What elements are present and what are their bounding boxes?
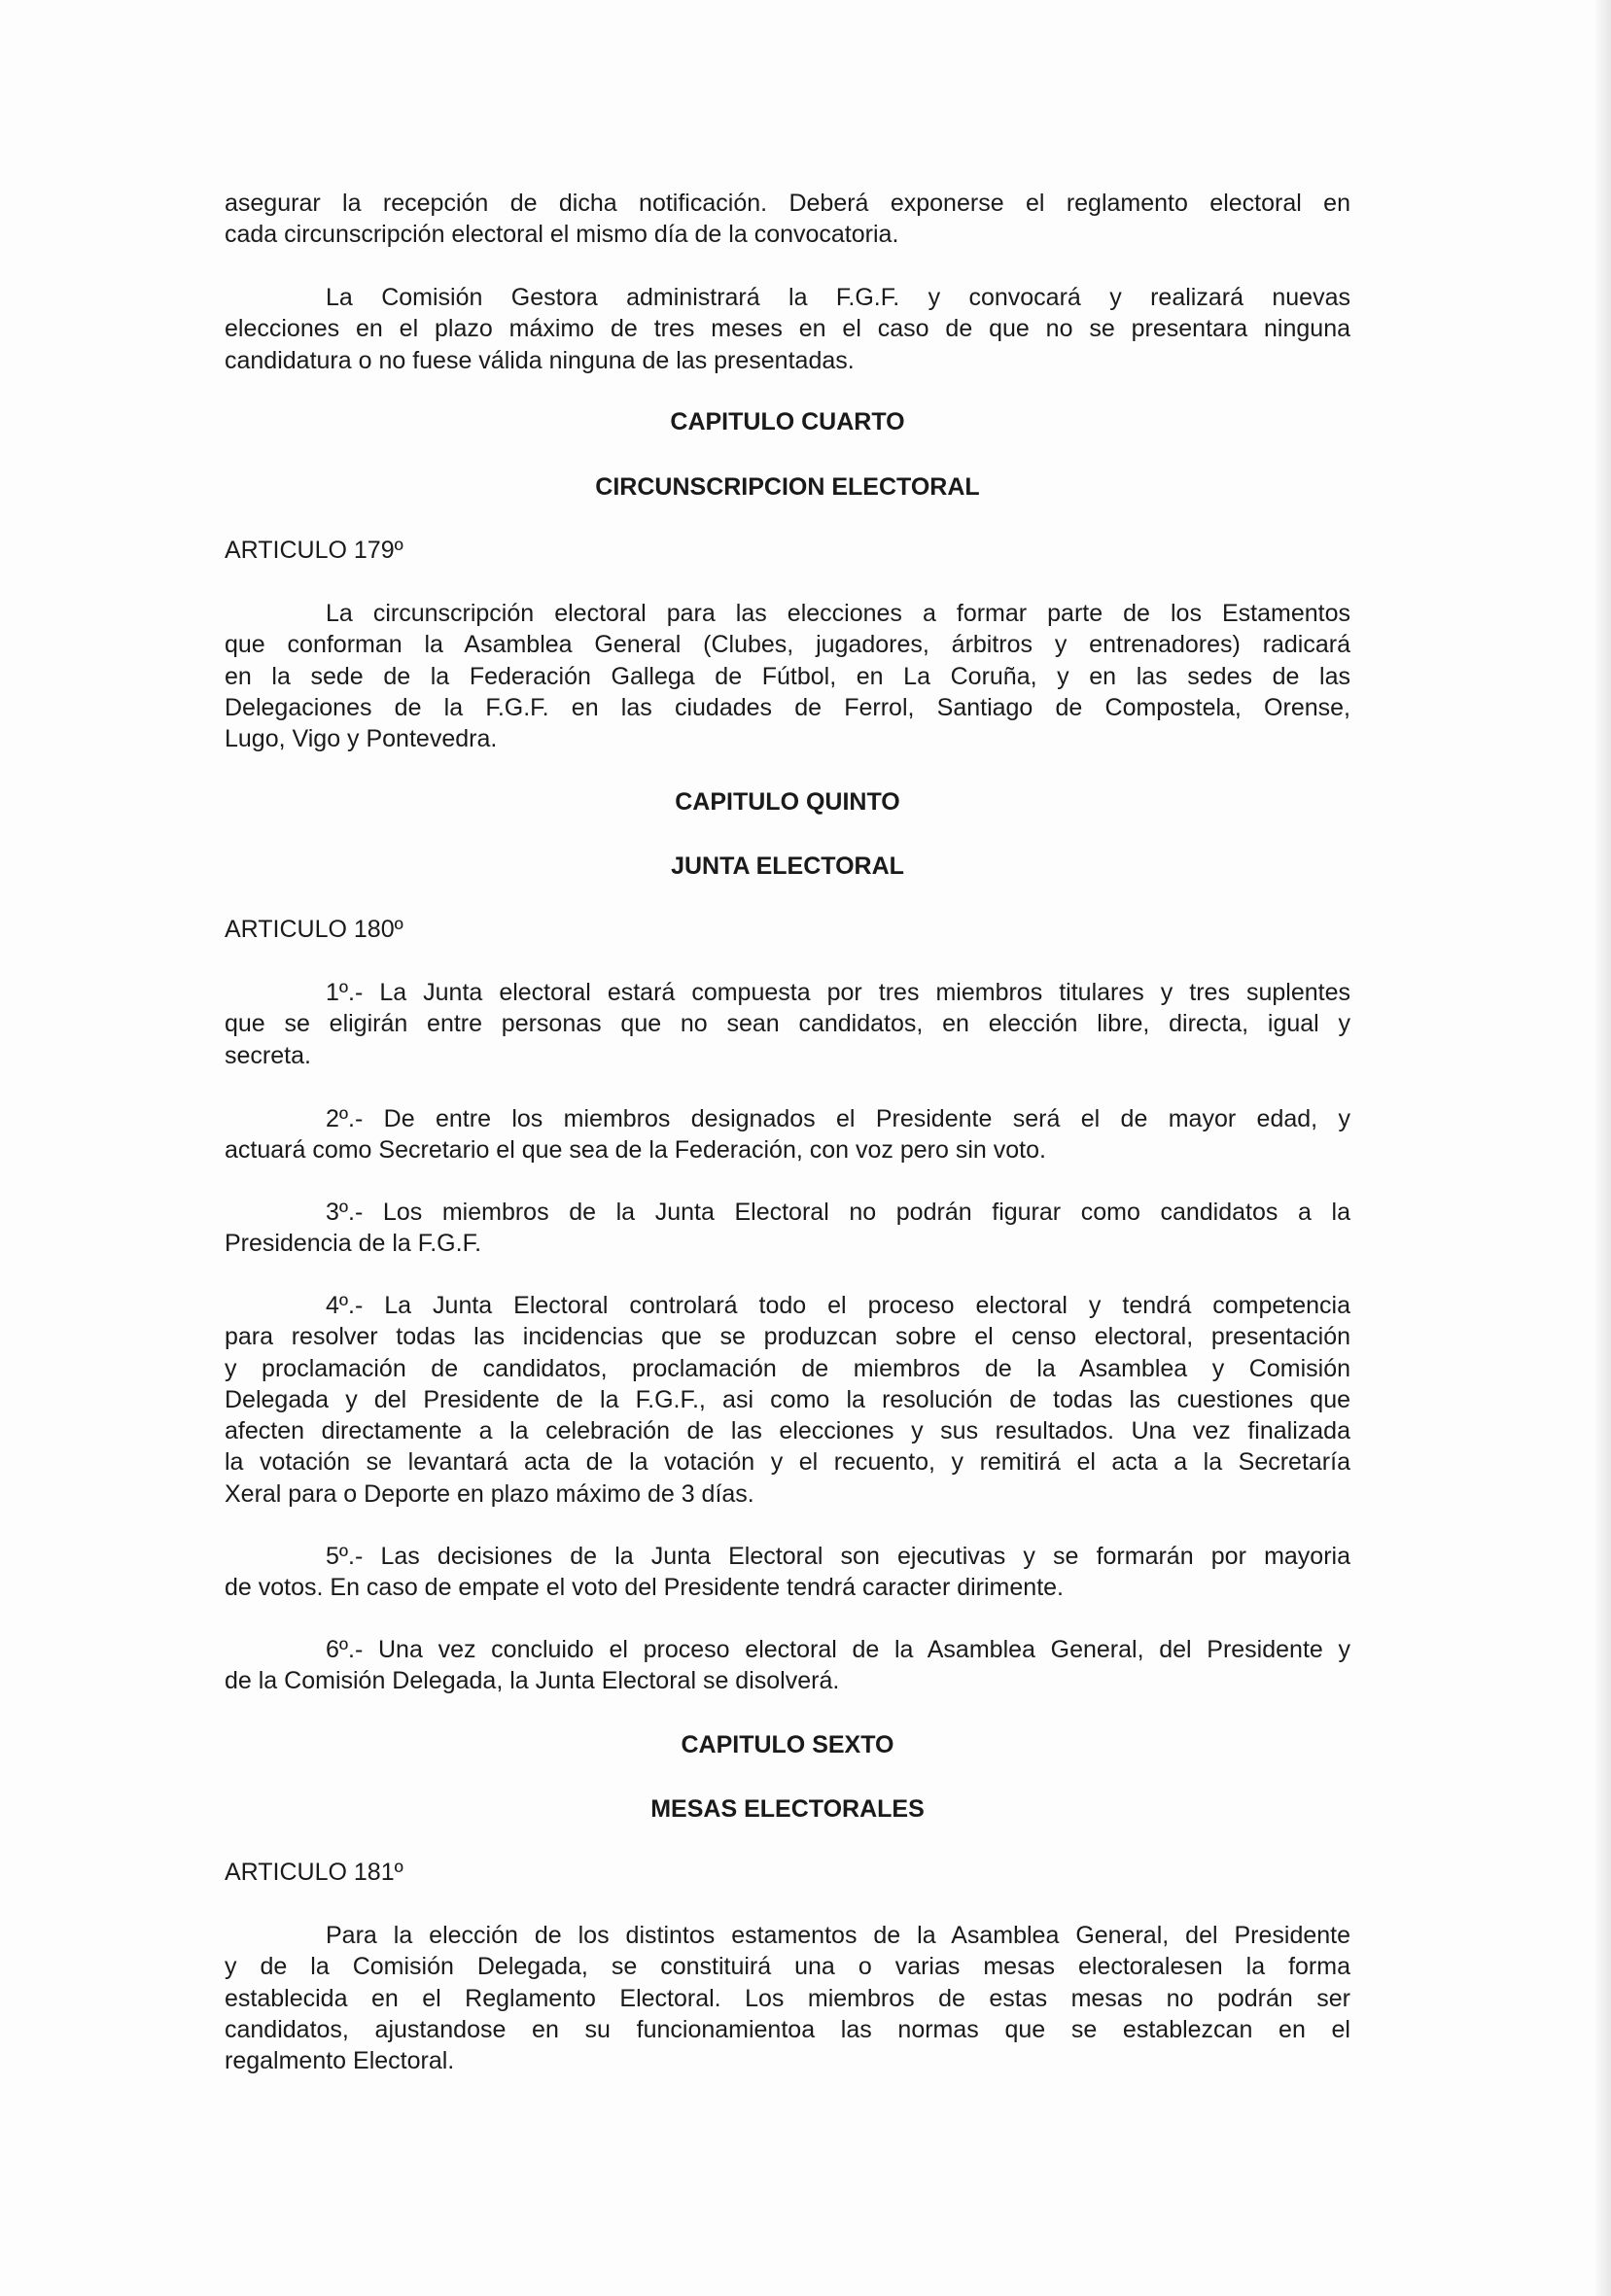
text-line: 5º.- Las decisiones de la Junta Electoral son ejecutivas y se formarán por mayoria: [326, 1543, 1350, 1570]
chapter-title: CAPITULO SEXTO: [681, 1731, 894, 1758]
text-line: actuará como Secretario el que sea de la Federación, con voz pero sin voto.: [225, 1136, 1046, 1165]
chapter-subtitle: JUNTA ELECTORAL: [671, 852, 904, 880]
text-line: que conforman la Asamblea General (Clubes, jugadores, árbitros y entrenadores) radicará: [225, 631, 1350, 659]
article-180-section-5: [225, 1541, 1350, 1604]
text-line: asegurar la recepción de dicha notificación. Deberá exponerse el reglamento electoral en: [225, 190, 1350, 217]
text-line: 4º.- La Junta Electoral controlará todo el proceso electoral y tendrá competencia: [326, 1292, 1350, 1319]
text-line: Delegada y del Presidente de la F.G.F., asi como la resolución de todas las cuestiones que: [225, 1385, 1350, 1413]
scan-edge-shadow: [1593, 0, 1611, 2296]
chapter-title: CAPITULO QUINTO: [675, 788, 900, 816]
article-heading: ARTICULO 179º: [225, 537, 403, 564]
text-line: regalmento Electoral.: [225, 2047, 455, 2075]
article-heading: ARTICULO 181º: [225, 1859, 403, 1886]
text-line: 1º.- La Junta electoral estará compuesta por tres miembros titulares y tres suplentes: [326, 979, 1350, 1006]
text-line: Presidencia de la F.G.F.: [225, 1230, 482, 1258]
text-line: Delegaciones de la F.G.F. en las ciudades de Ferrol, Santiago de Compostela, Orense,: [225, 693, 1350, 721]
text-line: de votos. En caso de empate el voto del Presidente tendrá caracter dirimente.: [225, 1574, 1064, 1602]
text-line: 6º.- Una vez concluido el proceso electoral de la Asamblea General, del Presidente y: [326, 1636, 1350, 1663]
article-179-body: [225, 598, 1350, 754]
chapter-subtitle: CIRCUNSCRIPCION ELECTORAL: [595, 473, 980, 501]
text-line: candidatos, ajustandose en su funcionamientoa las normas que se establezcan en el: [225, 2015, 1350, 2043]
text-line: que se eligirán entre personas que no sean candidatos, en elección libre, directa, igual y: [225, 1010, 1350, 1038]
article-heading: ARTICULO 180º: [225, 916, 403, 943]
text-line: y de la Comisión Delegada, se constituirá una o varias mesas electoralesen la forma: [225, 1953, 1350, 1981]
text-line: candidatura o no fuese válida ninguna de las presentadas.: [225, 346, 855, 374]
paragraph-comision-gestora: [225, 282, 1350, 376]
text-line: y proclamación de candidatos, proclamación de miembros de la Asamblea y Comisión: [225, 1354, 1350, 1382]
text-line: 3º.- Los miembros de la Junta Electoral no podrán figurar como candidatos a la: [326, 1199, 1350, 1226]
article-180-section-6: [225, 1634, 1350, 1697]
text-line: en la sede de la Federación Gallega de Fútbol, en La Coruña, y en las sedes de las: [225, 662, 1350, 690]
text-line: secreta.: [225, 1041, 311, 1069]
text-line: la votación se levantará acta de la votación y el recuento, y remitirá el acta a la Secretaría: [225, 1448, 1350, 1477]
article-180-section-2: [225, 1103, 1350, 1166]
paragraph-notification: [225, 188, 1350, 251]
text-line: cada circunscripción electoral el mismo día de la convocatoria.: [225, 221, 899, 249]
text-line: Lugo, Vigo y Pontevedra.: [225, 725, 498, 753]
text-line: Xeral para o Deporte en plazo máximo de 3 días.: [225, 1479, 754, 1508]
article-181-body: [225, 1920, 1350, 2076]
text-line: afecten directamente a la celebración de las elecciones y sus resultados. Una vez finalizada: [225, 1417, 1350, 1445]
text-line: La Comisión Gestora administrará la F.G.F. y convocará y realizará nuevas: [326, 284, 1350, 311]
text-line: elecciones en el plazo máximo de tres meses en el caso de que no se presentara ninguna: [225, 315, 1350, 343]
text-line: 2º.- De entre los miembros designados el Presidente será el de mayor edad, y: [326, 1105, 1350, 1132]
text-line: La circunscripción electoral para las elecciones a formar parte de los Estamentos: [326, 600, 1350, 627]
text-line: de la Comisión Delegada, la Junta Electoral se disolverá.: [225, 1667, 840, 1695]
article-180-section-4: [225, 1290, 1350, 1510]
article-180-section-1: [225, 977, 1350, 1071]
text-line: establecida en el Reglamento Electoral. Los miembros de estas mesas no podrán ser: [225, 1984, 1350, 2012]
chapter-subtitle: MESAS ELECTORALES: [650, 1795, 925, 1823]
chapter-title: CAPITULO CUARTO: [670, 408, 905, 435]
article-180-section-3: [225, 1197, 1350, 1260]
text-line: Para la elección de los distintos estamentos de la Asamblea General, del Presidente: [326, 1922, 1350, 1949]
text-line: para resolver todas las incidencias que se produzcan sobre el censo electoral, presentación: [225, 1323, 1350, 1351]
